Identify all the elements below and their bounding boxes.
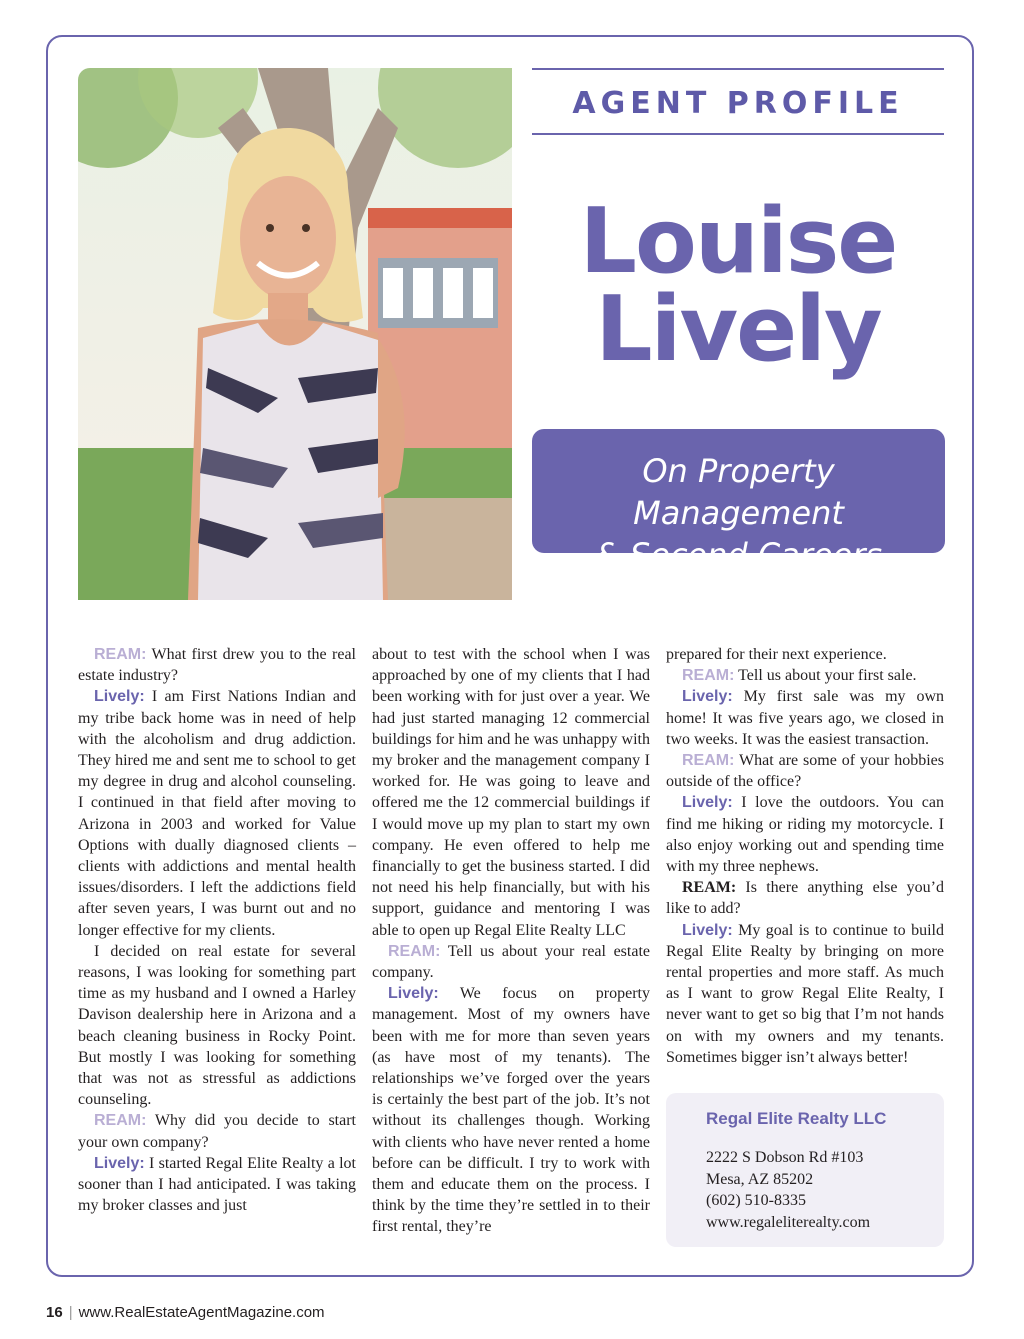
agent-first-name: Louise — [579, 189, 897, 294]
question-3: REAM: Tell us about your real estate company. — [372, 942, 650, 982]
answer-2: Lively: I started Regal Elite Realty a lot sooner than I had anticipated. I was taking my broker classes and just — [78, 1154, 356, 1215]
question-5: REAM: What are some of your hobbies outside of the office? — [666, 752, 944, 791]
company-address-line-1: 2222 S Dobson Rd #103 — [706, 1149, 864, 1166]
answer-4: Lively: My first sale was my own home! It was five years ago, we closed in two weeks. It was the easiest transaction. — [666, 688, 944, 748]
question-4: REAM: Tell us about your first sale. — [682, 667, 917, 685]
article-subtitle-box — [532, 429, 945, 574]
article-column-2 — [372, 644, 650, 1238]
question-2: REAM: Why did you decide to start your own company? — [78, 1112, 356, 1151]
bottom-rule — [532, 133, 944, 135]
company-phone: (602) 510-8335 — [706, 1192, 806, 1209]
company-info-card — [666, 1093, 944, 1247]
company-address-line-2: Mesa, AZ 85202 — [706, 1170, 814, 1188]
agent-name — [532, 189, 944, 382]
footer-separator: | — [68, 1304, 73, 1321]
answer-3-continued: prepared for their next experience. — [666, 646, 887, 663]
answer-5: Lively: I love the outdoors. You can find me hiking or riding my motorcycle. I also enjoy working out and spending time with my three nephews. — [666, 794, 944, 876]
question-1: REAM: What first drew you to the real estate industry? — [78, 646, 356, 685]
answer-6: Lively: My goal is to continue to build Regal Elite Realty by bringing on more rental properties and more staff. As much as I want to grow Regal Elite Realty, I never want to get so big that I’m not hands on with my owners and my tenants. Sometimes bigger isn’t always better! — [666, 921, 944, 1066]
answer-3: Lively: We focus on property management. Most of my owners have been with me for more than seven years (as have most of my tenants). The relationships we’ve forged over the years is certainly the best part of the job. It’s not without its challenges though. Working with clients who have never rented a home before can be difficult. I try to work with them and educate them on the process. I think by the time they’re settled in to their first rental, they’re — [372, 985, 650, 1236]
article-column-1 — [78, 644, 356, 1216]
question-6: REAM: Is there anything else you’d like to add? — [666, 879, 944, 918]
company-website[interactable]: www.regaleliterealty.com — [706, 1213, 871, 1231]
answer-1: Lively: I am First Nations Indian and my tribe back home was in need of help with the alcoholism and drug addiction. They hired me and sent me to school to get my degree in drug and alcohol counseling. I continued in that field after moving to Arizona in 2003 and worked for Value Options with dually diagnosed clients – clients with addictions and mental health issues/disorders. I left the addictions field after seven years, I was burnt out and no longer effective for my clients. — [78, 688, 356, 939]
agent-photo-illustration — [78, 68, 512, 600]
section-kicker: AGENT PROFILE — [572, 86, 904, 121]
subtitle-line-2: & Second Careers — [594, 536, 883, 574]
company-name: Regal Elite Realty LLC — [706, 1109, 887, 1128]
subtitle-line-1: On Property Management — [633, 452, 844, 532]
agent-last-name: Lively — [595, 277, 881, 382]
page-number: 16 — [46, 1304, 63, 1321]
magazine-website[interactable]: www.RealEstateAgentMagazine.com — [78, 1304, 325, 1321]
agent-photo — [78, 68, 512, 600]
page-footer — [46, 1304, 325, 1321]
answer-2-continued: about to test with the school when I was approached by one of my clients that I had been working with for just over a year. We had just started managing 12 commercial buildings for him and he was unhappy with my broker and the management company I worked for. He was going to leave and offered me the 12 commercial buildings if I would move up my plan to start my own company. He even offered to help me financially to get the business started. I did not need his help financially, but with his support, guidance and mentoring I was able to open up Regal Elite Realty LLC — [372, 646, 650, 939]
top-rule — [532, 68, 944, 70]
answer-1-paragraph-2: I decided on real estate for several reasons, I was looking for something part time as my husband and I owned a Harley Davison dealership here in Arizona and a beach cleaning business in Rocky Point. But mostly I was looking for something that was not as stressful as addictions counseling. — [78, 942, 356, 1109]
article-column-3 — [666, 644, 944, 1068]
